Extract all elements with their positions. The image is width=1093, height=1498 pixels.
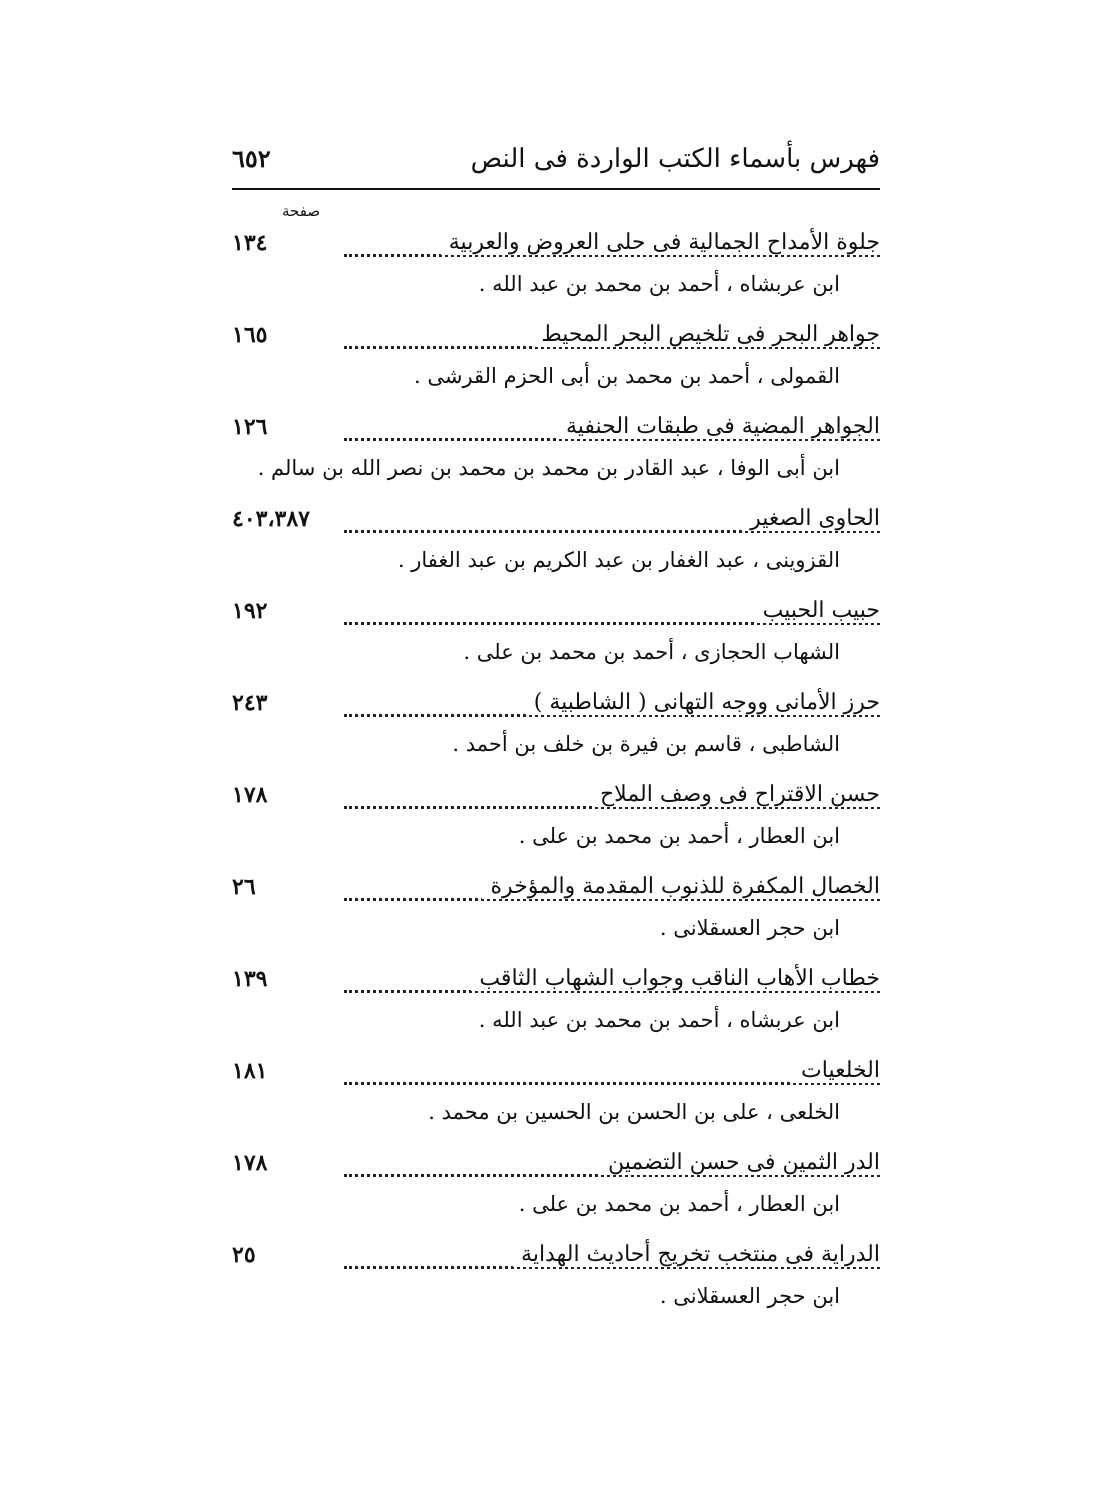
book-author: ابن أبى الوفا ، عبد القادر بن محمد بن محمد بن نصر الله بن سالم . xyxy=(257,456,840,480)
page-ref: ١٣٤ xyxy=(232,230,268,256)
index-entry xyxy=(232,964,880,1056)
book-title: حبيب الحبيب xyxy=(755,598,880,623)
entry-line xyxy=(232,780,880,816)
entry-line xyxy=(232,872,880,908)
entry-line xyxy=(232,964,880,1000)
page-ref: ٤٠٣،٣٨٧ xyxy=(232,506,310,532)
entry-line xyxy=(232,688,880,724)
book-author: الشهاب الحجازى ، أحمد بن محمد بن على . xyxy=(463,640,840,664)
page-ref: ١٦٥ xyxy=(232,322,268,348)
index-entry xyxy=(232,872,880,964)
header-rule xyxy=(232,188,880,190)
page-number: ٦٥٢ xyxy=(232,144,271,173)
page-ref: ١٩٢ xyxy=(232,598,268,624)
entry-line xyxy=(232,1240,880,1276)
page-ref: ١٨١ xyxy=(232,1058,268,1084)
index-entry xyxy=(232,596,880,688)
book-author: ابن عربشاه ، أحمد بن محمد بن عبد الله . xyxy=(478,1008,840,1032)
page-ref: ١٢٦ xyxy=(232,414,268,440)
page-ref: ١٣٩ xyxy=(232,966,268,992)
entry-line xyxy=(232,504,880,540)
book-title: جواهر البحر فى تلخيص البحر المحيط xyxy=(533,322,880,347)
book-title: الجواهر المضية فى طبقات الحنفية xyxy=(558,414,880,439)
book-title: الخصال المكفرة للذنوب المقدمة والمؤخرة xyxy=(482,874,880,899)
book-author: القمولى ، أحمد بن محمد بن أبى الحزم القرشى . xyxy=(414,364,840,388)
entry-line xyxy=(232,412,880,448)
book-author: الخلعى ، على بن الحسن بن الحسين بن محمد . xyxy=(428,1100,840,1124)
book-author: ابن حجر العسقلانى . xyxy=(659,1284,840,1308)
book-author: ابن عربشاه ، أحمد بن محمد بن عبد الله . xyxy=(478,272,840,296)
book-title: الدراية فى منتخب تخريج أحاديث الهداية xyxy=(513,1242,880,1267)
page-ref: ١٧٨ xyxy=(232,1150,268,1176)
page-ref: ٢٥ xyxy=(232,1242,256,1268)
index-entry xyxy=(232,412,880,504)
page-header xyxy=(232,140,880,180)
page-ref: ١٧٨ xyxy=(232,782,268,808)
index-entry xyxy=(232,688,880,780)
index-entry xyxy=(232,1240,880,1316)
book-title: الخلعيات xyxy=(793,1058,880,1083)
running-title: فهرس بأسماء الكتب الواردة فى النص xyxy=(470,144,880,174)
book-title: خطاب الأهاب الناقب وجواب الشهاب الثاقب xyxy=(471,966,880,991)
book-title: جلوة الأمداح الجمالية فى حلى العروض والعربية xyxy=(441,230,880,255)
entry-line xyxy=(232,1148,880,1184)
page-ref: ٢٤٣ xyxy=(232,690,268,716)
book-title: حسن الاقتراح فى وصف الملاح xyxy=(592,782,880,807)
index-entry xyxy=(232,780,880,872)
book-title: حرز الأمانى ووجه التهانى ( الشاطبية ) xyxy=(526,690,880,715)
index-entry xyxy=(232,504,880,596)
entry-line xyxy=(232,228,880,264)
page-column-label: صفحة xyxy=(282,202,321,220)
index-entries xyxy=(232,228,880,1316)
book-title: الحاوى الصغير xyxy=(742,506,880,531)
book-author: ابن حجر العسقلانى . xyxy=(659,916,840,940)
book-author: ابن العطار ، أحمد بن محمد بن على . xyxy=(518,824,840,848)
entry-line xyxy=(232,596,880,632)
entry-line xyxy=(232,1056,880,1092)
index-entry xyxy=(232,228,880,320)
book-author: القزوينى ، عبد الغفار بن عبد الكريم بن عبد الغفار . xyxy=(397,548,840,572)
book-author: ابن العطار ، أحمد بن محمد بن على . xyxy=(518,1192,840,1216)
index-entry xyxy=(232,320,880,412)
index-entry xyxy=(232,1148,880,1240)
book-author: الشاطبى ، قاسم بن فيرة بن خلف بن أحمد . xyxy=(452,732,840,756)
book-title: الدر الثمين فى حسن التضمين xyxy=(600,1150,880,1175)
index-entry xyxy=(232,1056,880,1148)
page-ref: ٢٦ xyxy=(232,874,256,900)
entry-line xyxy=(232,320,880,356)
